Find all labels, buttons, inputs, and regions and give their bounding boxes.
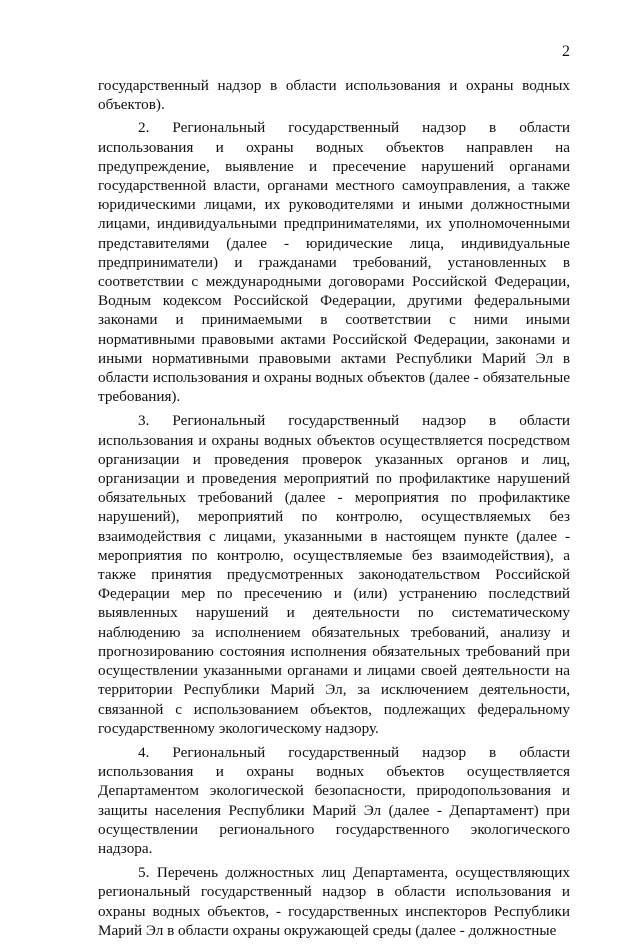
page-number: 2 [562,43,570,60]
paragraph-item-4: 4. Региональный государственный надзор в области использования и охраны водных объектов осуществляется Департаментом экологической безопасности, природопользования и защиты населения Республики Марий Эл (далее - Департамент) при осуществлении регионального государственного экологического надзора. [98,743,570,857]
paragraph-item-5: 5. Перечень должностных лиц Департамента, осуществляющих региональный государственный надзор в области использования и охраны водных объектов, - государственных инспекторов Республики Марий Эл в области охраны окружающей среды (далее - должностные [98,864,570,939]
paragraph-continuation: государственный надзор в области использования и охраны водных объектов). [98,77,570,114]
paragraph-item-2: 2. Региональный государственный надзор в области использования и охраны водных объектов направлен на предупреждение, выявление и пресечение нарушений органами государственной власти, органами местного самоуправления, а также юридическими лицами, их руководителями и иными должностными лицами, индивидуальными предпринимателями, их уполномоченными представителями (далее - юридические лица, индивидуальные предприниматели) и гражданами требований, установленных в соответствии с международными договорами Российской Федерации, Водным кодексом Российской Федерации, другими федеральными законами и принимаемыми в соответствии с ними иными нормативными правовыми актами Российской Федерации, законами и иными нормативными правовыми актами Республики Марий Эл в области использования и охраны водных объектов (далее - обязательные требования). [98,119,570,406]
document-body [98,76,570,945]
paragraph-item-3: 3. Региональный государственный надзор в области использования и охраны водных объектов осуществляется посредством организации и проведения проверок указанных органов и лиц, организации и проведения мероприятий по профилактике нарушений обязательных требований (далее - мероприятия по профилактике нарушений), мероприятий по контролю, осуществляемых без взаимодействия с лицами, указанными в настоящем пункте (далее - мероприятия по контролю, осуществляемые без взаимодействия), а также принятия предусмотренных законодательством Российской Федерации мер по пресечению и (или) устранению последствий выявленных нарушений и деятельности по систематическому наблюдению за исполнением обязательных требований, анализу и прогнозированию состояния исполнения обязательных требований при осуществлении указанными органами и лицами своей деятельности на территории Республики Марий Эл, за исключением деятельности, связанной с использованием объектов, подлежащих федеральному государственному экологическому надзору. [98,412,570,737]
